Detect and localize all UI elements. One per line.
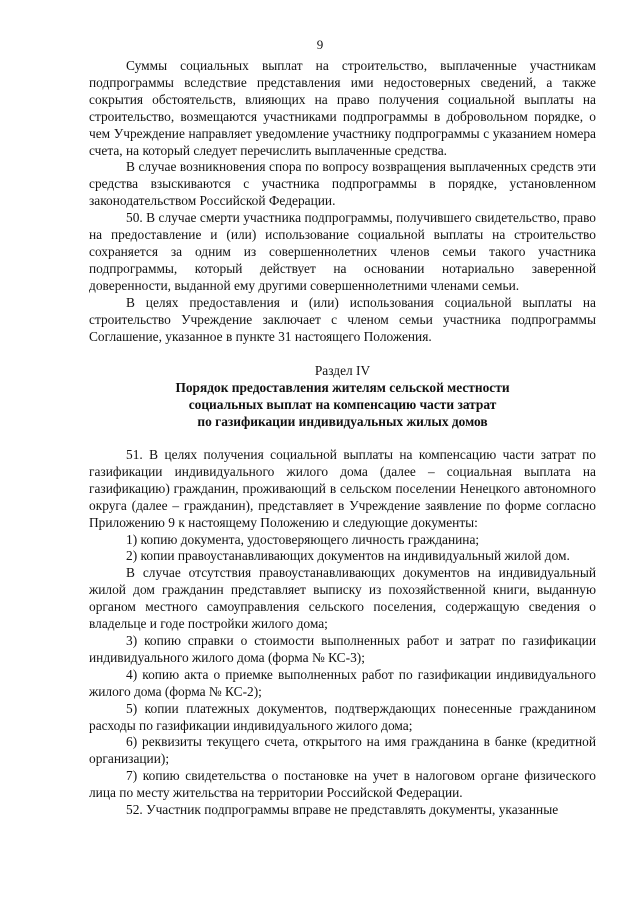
section-title-line-2: социальных выплат на компенсацию части затрат: [188, 397, 497, 413]
page-number: 9: [316, 37, 324, 52]
list-item-4: 4) копию акта о приемке выполненных работ по газификации индивидуального жилого дома (форма № КС-2);: [89, 666, 596, 699]
section-title-line-3: по газификации индивидуальных жилых домов: [197, 414, 488, 430]
paragraph-refund-amounts: Суммы социальных выплат на строительство, выплаченные участникам подпрограммы вследствие представления ими недостоверных сведений, а также сокрытия обстоятельств, влияющих на право получения социальной выплаты на строительство, возмещаются участниками подпрограммы в добровольном порядке, о чем Учреждение направляет уведомление участнику подпрограммы с указанием номера счета, на который следует перечислить выплаченные средства.: [89, 58, 596, 158]
section-title-line-1: Порядок предоставления жителям сельской местности: [175, 380, 510, 396]
paragraph-agreement: В целях предоставления и (или) использования социальной выплаты на строительство Учреждение заключает с членом семьи участника подпрограммы Соглашение, указанное в пункте 31 настоящего Положения.: [89, 294, 596, 344]
list-item-5: 5) копии платежных документов, подтверждающих понесенные гражданином расходы по газификации индивидуального жилого дома;: [89, 700, 596, 733]
list-item-3: 3) копию справки о стоимости выполненных работ и затрат по газификации индивидуального жилого дома (форма № КС-3);: [89, 633, 596, 665]
paragraph-item-51: 51. В целях получения социальной выплаты на компенсацию части затрат по газификации индивидуального жилого дома (далее – социальная выплата на газификацию) гражданин, проживающий в сельском поселении Ненецкого автономного округа (далее – гражданин), представляет в Учреждение заявление по форме согласно Приложению 9 к настоящему Положению и следующие документы:: [89, 447, 596, 530]
list-item-6: 6) реквизиты текущего счета, открытого на имя гражданина в банке (кредитной организации);: [89, 734, 596, 767]
list-item-1: 1) копию документа, удостоверяющего личность гражданина;: [126, 531, 480, 547]
paragraph-item-50: 50. В случае смерти участника подпрограммы, получившего свидетельство, право на предоставление и (или) использование социальной выплаты на строительство сохраняется за одним из совершеннолетних членов семьи такого участника подпрограммы, который действует на основании нотариально заверенной доверенности, выданной ему другими совершеннолетними членами семьи.: [89, 210, 596, 293]
list-item-2: 2) копии правоустанавливающих документов на индивидуальный жилой дом.: [126, 548, 570, 564]
document-body: [89, 58, 596, 819]
paragraph-item-52: 52. Участник подпрограммы вправе не представлять документы, указанные: [126, 802, 559, 818]
section-label: Раздел IV: [314, 363, 371, 379]
paragraph-no-documents: В случае отсутствия правоустанавливающих документов на индивидуальный жилой дом гражданин представляет выписку из похозяйственной книги, выданную органом местного самоуправления сельского поселения, содержащую сведения о владельце и годе постройки жилого дома;: [89, 565, 596, 632]
list-item-7: 7) копию свидетельства о постановке на учет в налоговом органе физического лица по месту жительства на территории Российской Федерации.: [89, 768, 596, 801]
paragraph-dispute: В случае возникновения спора по вопросу возвращения выплаченных средств эти средства взыскиваются с участника подпрограммы в порядке, установленном законодательством Российской Федерации.: [89, 159, 596, 209]
